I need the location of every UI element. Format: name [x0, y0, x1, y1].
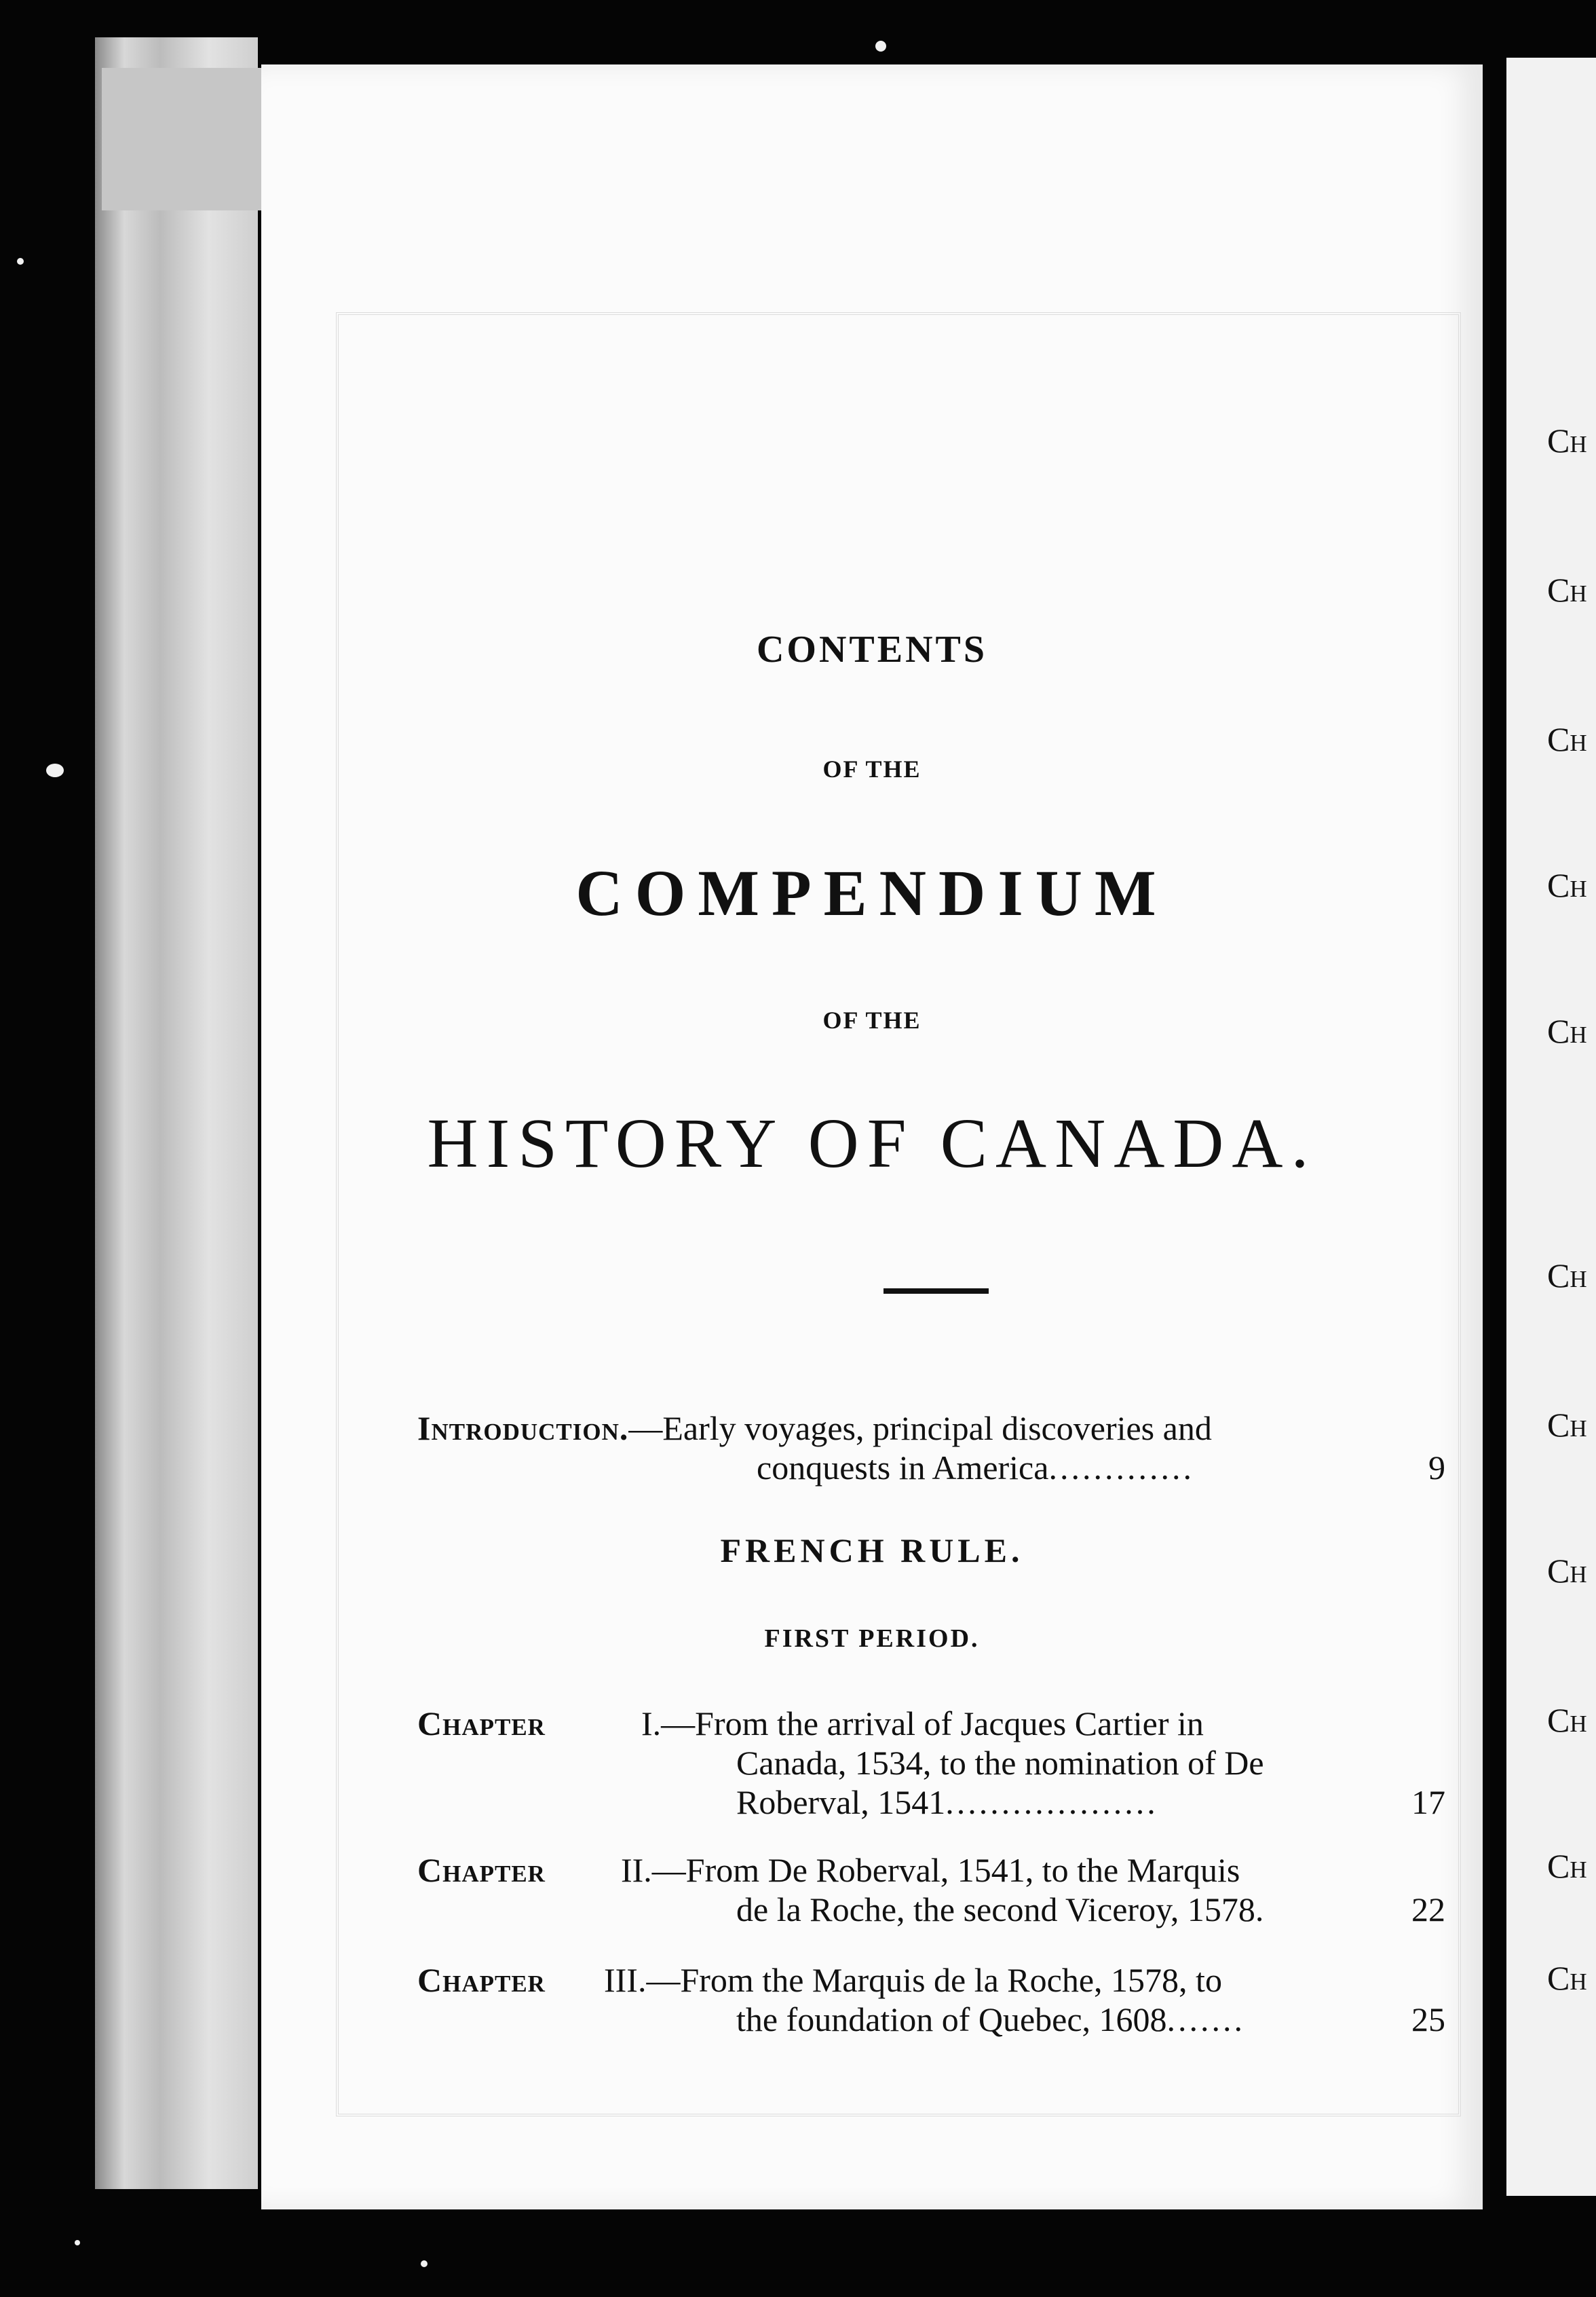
toc-page-number: 9 — [1428, 1449, 1445, 1487]
facing-page-label: Ch — [1547, 720, 1587, 758]
facing-page-label: Ch — [1547, 1256, 1587, 1294]
toc-entry-chapter — [417, 1850, 1381, 1929]
facing-page-label: Ch — [1547, 1959, 1587, 1997]
toc-entry-text: the foundation of Quebec, 1608 — [736, 2000, 1167, 2038]
of-the-line: OF THE — [822, 755, 922, 783]
toc-entry-text: de la Roche, the second Viceroy, 1578. — [736, 1890, 1264, 1928]
book-corner-tab — [102, 68, 265, 210]
toc-entry-text: I.—From the arrival of Jacques Cartier in — [641, 1704, 1204, 1742]
toc-page-number: 22 — [1411, 1890, 1445, 1928]
dust-speck — [421, 2260, 428, 2267]
dust-speck — [17, 258, 24, 265]
facing-page-label: Ch — [1547, 1406, 1587, 1444]
toc-entry-text: III.—From the Marquis de la Roche, 1578, to — [604, 1961, 1222, 1999]
contents-heading: CONTENTS — [756, 629, 988, 671]
dust-speck — [75, 2240, 80, 2245]
leader-dots: ....... — [1166, 2000, 1246, 2038]
toc-page-number: 25 — [1411, 2000, 1445, 2038]
toc-entry-chapter — [417, 1960, 1381, 2039]
toc-entry-text: conquests in America — [757, 1449, 1049, 1487]
section-heading: FRENCH RULE. — [720, 1531, 1024, 1569]
leader-dots: ................... — [945, 1783, 1158, 1821]
toc-entry-text: —Early voyages, principal discoveries and — [628, 1409, 1212, 1447]
dust-speck — [875, 41, 886, 52]
bleed-through-frame — [336, 312, 1461, 2116]
toc-entry-text: II.—From De Roberval, 1541, to the Marquis — [621, 1851, 1240, 1889]
toc-page-number: 17 — [1411, 1783, 1445, 1821]
toc-entry-lead: Chapter — [417, 1961, 546, 1999]
toc-entry-lead: Chapter — [417, 1851, 546, 1889]
of-the-line: OF THE — [822, 1007, 922, 1034]
leader-dots: ............. — [1048, 1449, 1194, 1487]
history-title: HISTORY OF CANADA. — [427, 1104, 1317, 1182]
facing-page-label: Ch — [1547, 422, 1587, 460]
facing-page-label: Ch — [1547, 1552, 1587, 1590]
toc-entry-text: Roberval, 1541 — [736, 1783, 946, 1821]
facing-page-label: Ch — [1547, 866, 1587, 904]
toc-entry-chapter — [417, 1704, 1381, 1822]
toc-entry-lead: Chapter — [417, 1704, 546, 1742]
period-heading: FIRST PERIOD. — [764, 1624, 980, 1653]
facing-page-label: Ch — [1547, 1847, 1587, 1885]
dust-speck — [46, 764, 64, 777]
facing-page-label: Ch — [1547, 1012, 1587, 1050]
title-rule — [884, 1288, 989, 1294]
book-page-edges — [95, 37, 258, 2189]
compendium-title: COMPENDIUM — [575, 857, 1168, 929]
toc-entry-text: Canada, 1534, to the nomination of De — [736, 1744, 1264, 1782]
library-stamp-ghost — [183, 842, 224, 1588]
toc-entry-introduction — [417, 1408, 1381, 1487]
toc-entry-lead: Introduction. — [417, 1409, 629, 1447]
facing-page-label: Ch — [1547, 571, 1587, 609]
facing-page-label: Ch — [1547, 1701, 1587, 1739]
